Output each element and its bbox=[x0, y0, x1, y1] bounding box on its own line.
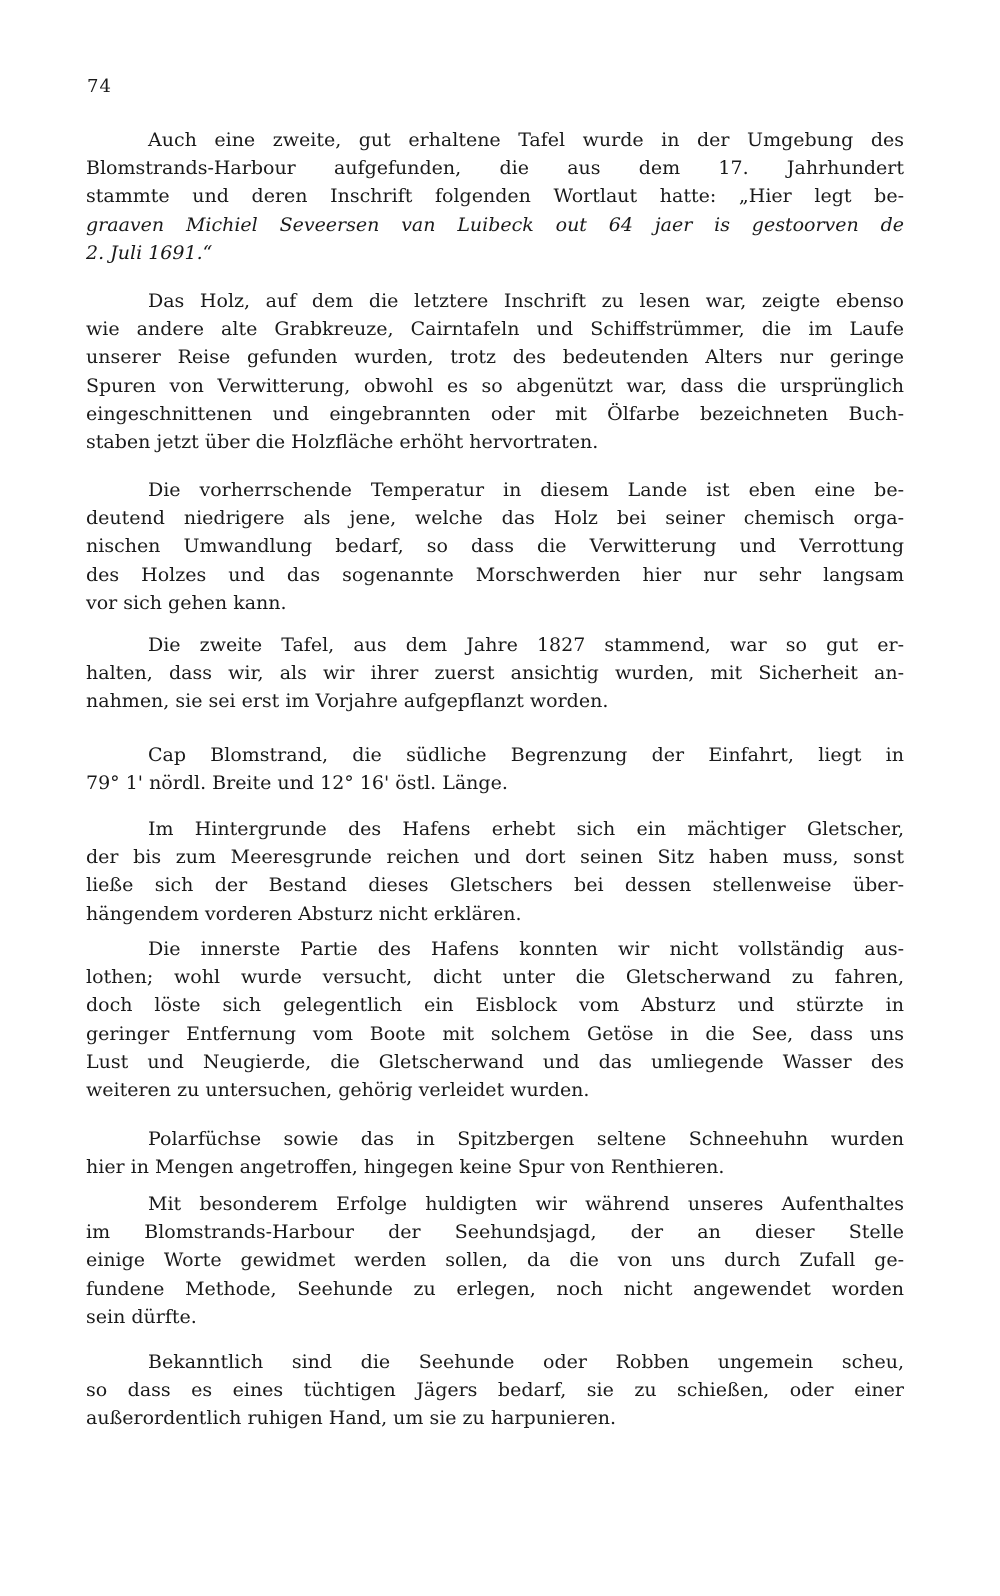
paragraph-5 bbox=[86, 741, 904, 797]
text-line: ließe sich der Bestand dieses Gletschers bei dessen stellenweise über- bbox=[86, 874, 904, 897]
text-line: Polarfüchse sowie das in Spitzbergen seltene Schneehuhn wurden bbox=[148, 1128, 904, 1150]
text-line: Blomstrands-Harbour aufgefunden, die aus dem 17. Jahrhundert bbox=[86, 157, 904, 180]
text-line: weiteren zu untersuchen, gehörig verleidet wurden. bbox=[86, 1079, 590, 1102]
paragraph-10 bbox=[86, 1348, 904, 1433]
text-line: Die vorherrschende Temperatur in diesem Lande ist eben eine be- bbox=[148, 479, 904, 501]
text-line: nischen Umwandlung bedarf, so dass die Verwitterung und Verrottung bbox=[86, 535, 904, 558]
text-line: hier in Mengen angetroffen, hingegen keine Spur von Renthieren. bbox=[86, 1156, 725, 1179]
text-line: doch löste sich gelegentlich ein Eisblock vom Absturz und stürzte in bbox=[86, 994, 904, 1017]
text-line: wie andere alte Grabkreuze, Cairntafeln und Schiffstrümmer, die im Laufe bbox=[86, 318, 904, 341]
text-line: Mit besonderem Erfolge huldigten wir während unseres Aufenthaltes bbox=[148, 1193, 904, 1215]
paragraph-1 bbox=[86, 126, 904, 267]
text-line: deutend niedrigere als jene, welche das Holz bei seiner chemisch orga- bbox=[86, 507, 904, 530]
text-line: so dass es eines tüchtigen Jägers bedarf, sie zu schießen, oder einer bbox=[86, 1379, 904, 1402]
text-line: des Holzes und das sogenannte Morschwerden hier nur sehr langsam bbox=[86, 563, 904, 586]
text-line: graaven Michiel Seveersen van Luibeck out 64 jaer is gestoorven de bbox=[86, 213, 904, 236]
paragraph-9 bbox=[86, 1190, 904, 1331]
text-line: Das Holz, auf dem die letztere Inschrift zu lesen war, zeigte ebenso bbox=[148, 290, 904, 312]
paragraph-7 bbox=[86, 935, 904, 1104]
text-line: Cap Blomstrand, die südliche Begrenzung der Einfahrt, liegt in bbox=[148, 744, 904, 766]
text-line: nahmen, sie sei erst im Vorjahre aufgepflanzt worden. bbox=[86, 690, 609, 713]
text-line: lothen; wohl wurde versucht, dicht unter die Gletscherwand zu fahren, bbox=[86, 966, 904, 989]
text-line: Im Hintergrunde des Hafens erhebt sich ein mächtiger Gletscher, bbox=[148, 818, 904, 840]
text-line: vor sich gehen kann. bbox=[86, 591, 287, 614]
page-number: 74 bbox=[87, 76, 112, 97]
text-line: 79° 1' nördl. Breite und 12° 16' östl. Länge. bbox=[86, 772, 508, 795]
text-line: Lust und Neugierde, die Gletscherwand und das umliegende Wasser des bbox=[86, 1050, 904, 1073]
text-line: unserer Reise gefunden wurden, trotz des bedeutenden Alters nur geringe bbox=[86, 346, 904, 369]
text-line: im Blomstrands-Harbour der Seehundsjagd, der an dieser Stelle bbox=[86, 1221, 904, 1244]
text-line: der bis zum Meeresgrunde reichen und dort seinen Sitz haben muss, sonst bbox=[86, 846, 904, 869]
text-line: 2. Juli 1691.“ bbox=[86, 241, 213, 264]
text-line: fundene Methode, Seehunde zu erlegen, noch nicht angewendet worden bbox=[86, 1277, 904, 1300]
text-line: außerordentlich ruhigen Hand, um sie zu harpunieren. bbox=[86, 1407, 617, 1430]
text-line: staben jetzt über die Holzfläche erhöht hervortraten. bbox=[86, 431, 599, 454]
text-line: stammte und deren Inschrift folgenden Wortlaut hatte: „Hier legt be- bbox=[86, 185, 904, 208]
text-line: Auch eine zweite, gut erhaltene Tafel wurde in der Umgebung des bbox=[148, 129, 904, 151]
paragraph-8 bbox=[86, 1125, 904, 1181]
text-line: hängendem vorderen Absturz nicht erklären. bbox=[86, 902, 522, 925]
text-line: sein dürfte. bbox=[86, 1305, 197, 1328]
paragraph-3 bbox=[86, 476, 904, 617]
text-line: Spuren von Verwitterung, obwohl es so abgenützt war, dass die ursprünglich bbox=[86, 374, 904, 397]
paragraph-6 bbox=[86, 815, 904, 928]
paragraph-4 bbox=[86, 631, 904, 716]
text-line: Die zweite Tafel, aus dem Jahre 1827 stammend, war so gut er- bbox=[148, 634, 904, 656]
text-line: eingeschnittenen und eingebrannten oder mit Ölfarbe bezeichneten Buch- bbox=[86, 402, 904, 425]
text-line: Bekanntlich sind die Seehunde oder Robben ungemein scheu, bbox=[148, 1351, 904, 1373]
text-line: einige Worte gewidmet werden sollen, da die von uns durch Zufall ge- bbox=[86, 1249, 904, 1272]
text-line: halten, dass wir, als wir ihrer zuerst ansichtig wurden, mit Sicherheit an- bbox=[86, 662, 904, 685]
text-line: geringer Entfernung vom Boote mit solchem Getöse in die See, dass uns bbox=[86, 1022, 904, 1045]
paragraph-2 bbox=[86, 287, 904, 456]
text-line: Die innerste Partie des Hafens konnten wir nicht vollständig aus- bbox=[148, 938, 904, 960]
